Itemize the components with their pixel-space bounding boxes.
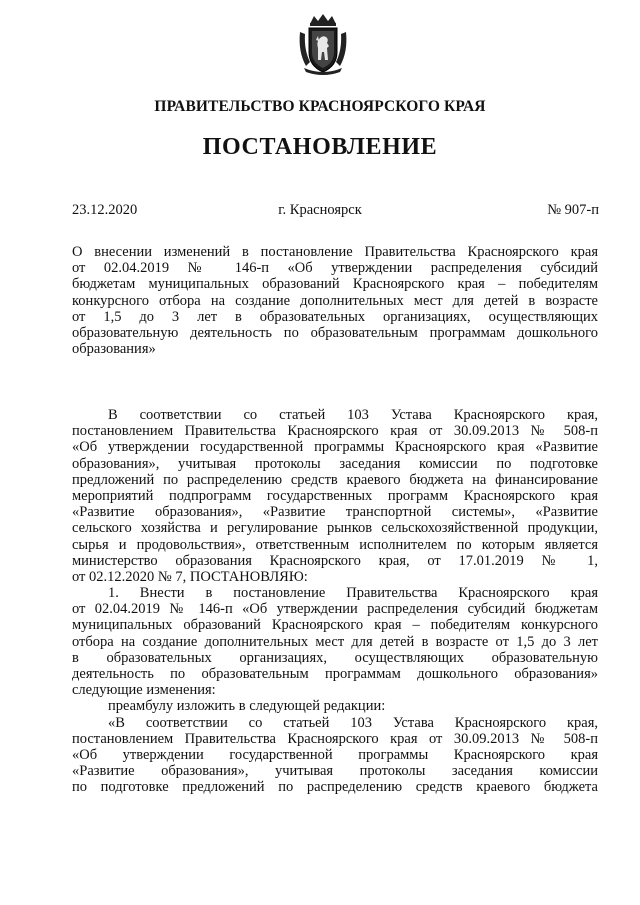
body-line: «Развитие образования», «Развитие транспортной системы», «Развитие <box>72 504 598 521</box>
body-line: «Об утверждении государственной программы Красноярского края <box>72 746 598 763</box>
body-line: мероприятий подпрограмм государственных программ Красноярского края <box>72 487 598 504</box>
coat-of-arms-icon <box>296 12 350 76</box>
body-line: следующие изменения: <box>72 682 216 699</box>
body-line: от 02.12.2020 № 7, ПОСТАНОВЛЯЮ: <box>72 568 308 585</box>
document-date: 23.12.2020 <box>72 202 138 218</box>
document-city: г. Красноярск <box>278 202 362 218</box>
body-line: сельского хозяйства и регулирование рынков сельскохозяйственной продукции, <box>72 520 598 537</box>
subject-line: образовательную деятельность по образовательным программам дошкольного <box>72 324 598 341</box>
body-line: в образовательных организациях, осуществляющих образовательную <box>72 649 598 666</box>
body-line: деятельность по образовательным программам дошкольного образования» <box>72 666 598 682</box>
body-line: предложений по распределению средств краевого бюджета на финансирование <box>72 471 598 488</box>
body-line: «Развитие образования», учитывая протоколы заседания комиссии <box>72 763 598 780</box>
subject-block <box>72 244 598 357</box>
body-line: постановлением Правительства Красноярского края от 30.09.2013 № 508-п <box>72 730 598 747</box>
subject-line: от 1,5 до 3 лет в образовательных организациях, осуществляющих <box>72 308 598 325</box>
body-line: образования», учитывая протоколы заседания комиссии по подготовке <box>72 455 598 472</box>
body-line: по подготовке предложений по распределению средств краевого бюджета <box>72 779 598 796</box>
subject-line: бюджетам муниципальных образований Красноярского края – победителям <box>72 276 598 293</box>
body-line: от 02.04.2019 № 146-п «Об утверждении распределения субсидий бюджетам <box>72 601 598 618</box>
body-line: сырья и продовольствия», ответственным исполнителем по которым является <box>72 536 598 553</box>
subject-line: О внесении изменений в постановление Правительства Красноярского края <box>72 244 598 260</box>
body-line: министерство образования Красноярского края, от 17.01.2019 № 1, <box>72 552 598 569</box>
government-name: ПРАВИТЕЛЬСТВО КРАСНОЯРСКОГО КРАЯ <box>154 98 486 115</box>
body-text <box>72 407 598 796</box>
document-type-title: ПОСТАНОВЛЕНИЕ <box>202 134 438 160</box>
body-line: постановлением Правительства Красноярского края от 30.09.2013 № 508-п <box>72 423 598 440</box>
body-line: 1. Внести в постановление Правительства Красноярского края <box>108 585 598 602</box>
subject-line: образования» <box>72 341 156 358</box>
body-line: «В соответствии со статьей 103 Устава Красноярского края, <box>108 714 598 731</box>
subject-line: от 02.04.2019 № 146-п «Об утверждении распределения субсидий <box>72 260 598 277</box>
body-line: «Об утверждении государственной программы Красноярского края «Развитие <box>72 439 598 456</box>
body-line: преамбулу изложить в следующей редакции: <box>108 698 386 715</box>
body-line: В соответствии со статьей 103 Устава Красноярского края, <box>108 407 598 423</box>
subject-line: конкурсного отбора на создание дополнительных мест для детей в возрасте <box>72 292 598 309</box>
document-number: № 907-п <box>547 202 599 218</box>
body-line: отбора на создание дополнительных мест для детей в возрасте от 1,5 до 3 лет <box>72 633 598 650</box>
body-line: муниципальных образований Красноярского края – победителям конкурсного <box>72 617 598 634</box>
